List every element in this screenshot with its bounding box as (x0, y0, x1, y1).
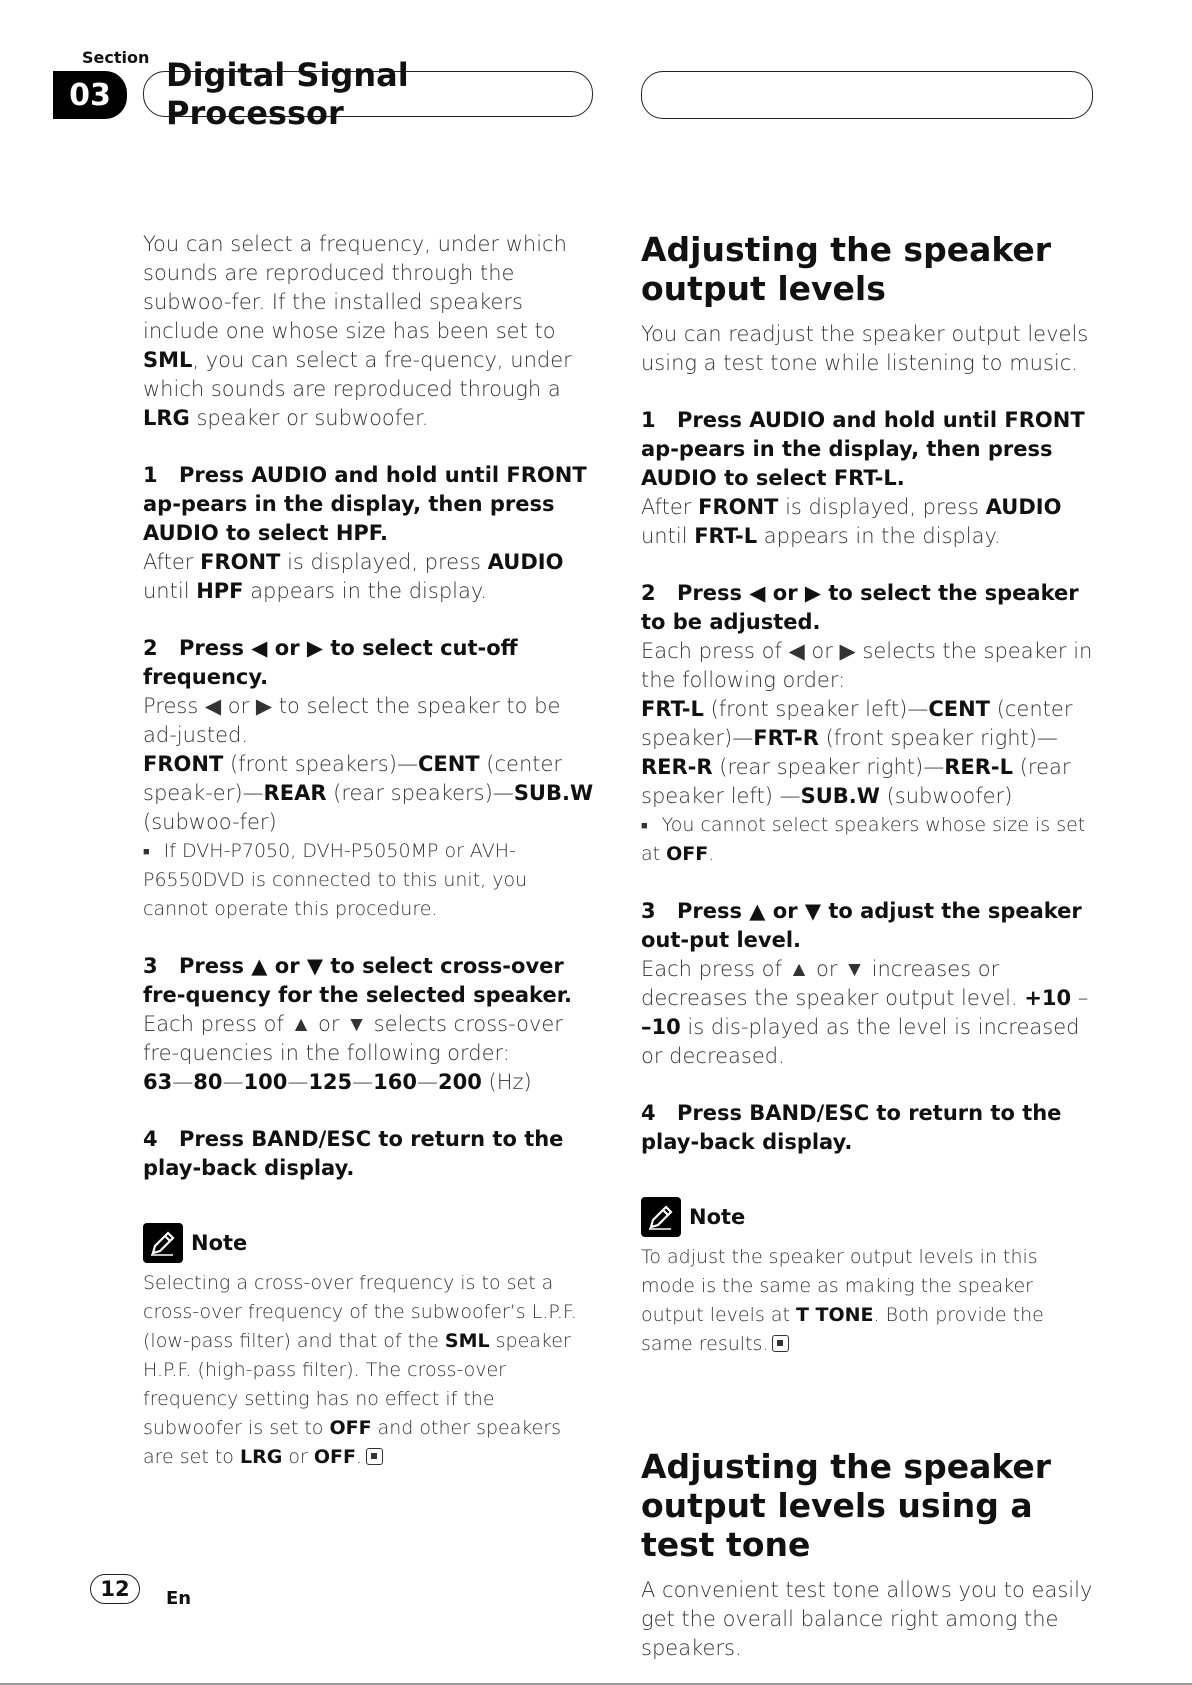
left-step-2: 2 Press ◀ or ▶ to select cut-off frequency. (143, 636, 518, 689)
right-step-3: 3 Press ▲ or ▼ to adjust the speaker out-put level. (641, 899, 1082, 952)
right-step-2-bullet: ■ You cannot select speakers whose size is set at OFF. (641, 811, 1093, 869)
left-step-1-body: After FRONT is displayed, press AUDIO until HPF appears in the display. (143, 550, 564, 603)
left-note-header: Note (143, 1221, 595, 1265)
right-column (641, 230, 1093, 1663)
left-step-3: 3 Press ▲ or ▼ to select cross-over fre-quency for the selected speaker. (143, 954, 573, 1007)
left-step-3-body: Each press of ▲ or ▼ selects cross-over fre-quencies in the following order: (143, 1012, 563, 1065)
section-number-badge: 03 (53, 71, 127, 119)
left-step-2-bullet: ■ If DVH-P7050, DVH-P5050MP or AVH-P6550DVD is connected to this unit, you cannot operate this procedure. (143, 837, 595, 924)
left-step-3-freqs: 63—80—100—125—160—200 (Hz) (143, 1070, 532, 1094)
right-note-text: To adjust the speaker output levels in this mode is the same as making the speaker output levels at T TONE. Both provide the same results. (641, 1246, 1044, 1355)
right-step-1-body: After FRONT is displayed, press AUDIO until FRT-L appears in the display. (641, 495, 1062, 548)
left-step-2-order: FRONT (front speakers)—CENT (center speak-er)—REAR (rear speakers)—SUB.W (subwoo-fer) (143, 752, 594, 834)
section-title-box (143, 56, 593, 132)
left-step-1: 1 Press AUDIO and hold until FRONT ap-pears in the display, then press AUDIO to select HPF. (143, 463, 587, 545)
left-column (143, 230, 595, 1472)
section-label: Section (82, 48, 150, 67)
right-step-1: 1 Press AUDIO and hold until FRONT ap-pears in the display, then press AUDIO to select FRT-L. (641, 408, 1085, 490)
right-heading-2: Adjusting the speaker output levels using a test tone (641, 1447, 1052, 1564)
left-step-2-body: Press ◀ or ▶ to select the speaker to be ad-justed. (143, 694, 561, 747)
note-pencil-icon (143, 1223, 183, 1263)
language-label: En (166, 1588, 192, 1609)
right-step-4: 4 Press BAND/ESC to return to the play-back display. (641, 1101, 1062, 1154)
end-mark-icon (366, 1448, 383, 1465)
right-heading-1: Adjusting the speaker output levels (641, 230, 1052, 308)
right-step-2-order: FRT-L (front speaker left)—CENT (center speaker)—FRT-R (front speaker right)—RER-R (rear speaker right)—RER-L (rear speaker left) —SUB.W (subwoofer) (641, 697, 1073, 808)
header-empty-box (641, 71, 1093, 119)
page-number: 12 (90, 1574, 140, 1604)
right-step-2: 2 Press ◀ or ▶ to select the speaker to be adjusted. (641, 581, 1079, 634)
right-intro-1: You can readjust the speaker output levels using a test tone while listening to music. (641, 322, 1089, 375)
left-note-text: Selecting a cross-over frequency is to set a cross-over frequency of the subwoofer’s L.P.F. (low-pass filter) and that of the SML speaker H.P.F. (high-pass filter). The cross-over frequency setting has no effect if the subwoofer is set to OFF and other speakers are set to LRG or OFF. (143, 1272, 577, 1468)
note-pencil-icon (641, 1197, 681, 1237)
end-mark-icon (772, 1335, 789, 1352)
right-step-2-body: Each press of ◀ or ▶ selects the speaker in the following order: (641, 639, 1093, 692)
left-intro: You can select a frequency, under which sounds are reproduced through the subwoo-fer. If the installed speakers include one whose size has been set to SML, you can select a fre-quency, under which sounds are reproduced through a LRG speaker or subwoofer. (143, 232, 572, 430)
right-step-3-body: Each press of ▲ or ▼ increases or decreases the speaker output level. +10 – –10 is dis-played as the level is increased or decreased. (641, 957, 1089, 1068)
page-title: Digital Signal Processor (166, 56, 409, 132)
right-intro-2: A convenient test tone allows you to easily get the overall balance right among the speakers. (641, 1578, 1093, 1660)
right-note-header: Note (641, 1195, 1093, 1239)
left-step-4: 4 Press BAND/ESC to return to the play-back display. (143, 1127, 564, 1180)
